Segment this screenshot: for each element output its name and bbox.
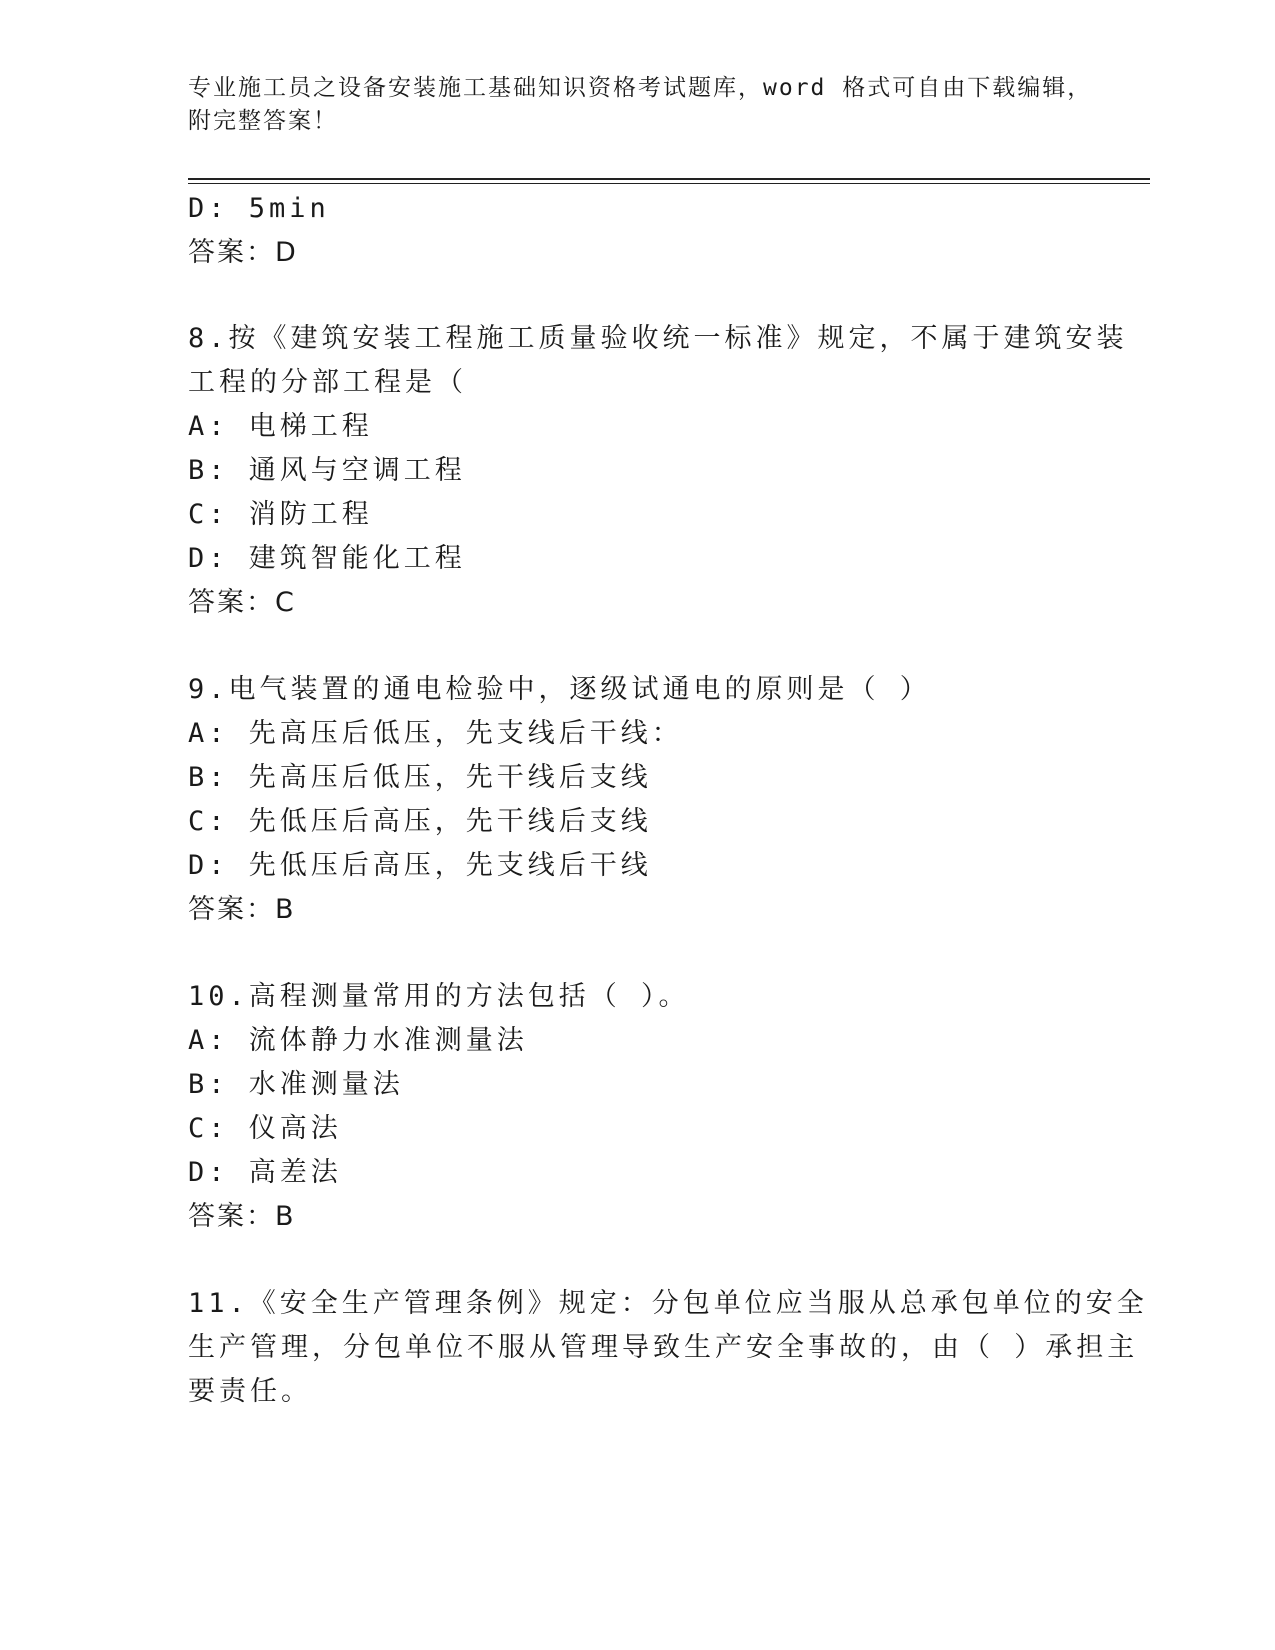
q10-stem: 10.高程测量常用的方法包括（ ）。	[188, 981, 690, 1012]
q8-option-a: A: 电梯工程	[188, 411, 373, 442]
q8-stem-line-1: 8.按《建筑安装工程施工质量验收统一标准》规定，不属于建筑安装	[188, 323, 1128, 354]
q11-stem-line-3: 要责任。	[188, 1376, 312, 1407]
q9-option-c: C: 先低压后高压，先干线后支线	[188, 806, 652, 837]
header-divider	[188, 178, 1150, 180]
q10-option-d: D: 高差法	[188, 1157, 342, 1188]
q9-option-a: A: 先高压后低压，先支线后干线：	[188, 718, 683, 749]
q8-stem-line-2: 工程的分部工程是（	[188, 367, 467, 398]
header-divider-thin	[188, 183, 1150, 184]
q8-option-d: D: 建筑智能化工程	[188, 543, 466, 574]
q11-stem-line-2: 生产管理，分包单位不服从管理导致生产安全事故的，由（ ）承担主	[188, 1332, 1139, 1363]
q10-option-b: B: 水准测量法	[188, 1069, 404, 1100]
header-line-1: 专业施工员之设备安装施工基础知识资格考试题库，word 格式可自由下载编辑，	[188, 75, 1093, 101]
header-line-2: 附完整答案！	[188, 108, 338, 134]
q10-option-a: A: 流体静力水准测量法	[188, 1025, 528, 1056]
q9-option-b: B: 先高压后低压，先干线后支线	[188, 762, 652, 793]
document-header	[188, 72, 1093, 138]
q8-option-b: B: 通风与空调工程	[188, 455, 466, 486]
prev-option-d: D: 5min	[188, 193, 330, 224]
q9-stem: 9.电气装置的通电检验中，逐级试通电的原则是（ ）	[188, 674, 931, 705]
q11-stem-line-1: 11.《安全生产管理条例》规定：分包单位应当服从总承包单位的安全	[188, 1288, 1148, 1319]
q8-answer: 答案：C	[188, 587, 296, 618]
q10-option-c: C: 仪高法	[188, 1113, 342, 1144]
q10-answer: 答案：B	[188, 1201, 296, 1232]
q9-answer: 答案：B	[188, 894, 296, 925]
q8-option-c: C: 消防工程	[188, 499, 373, 530]
q9-option-d: D: 先低压后高压，先支线后干线	[188, 850, 652, 881]
prev-answer: 答案：D	[188, 237, 298, 268]
